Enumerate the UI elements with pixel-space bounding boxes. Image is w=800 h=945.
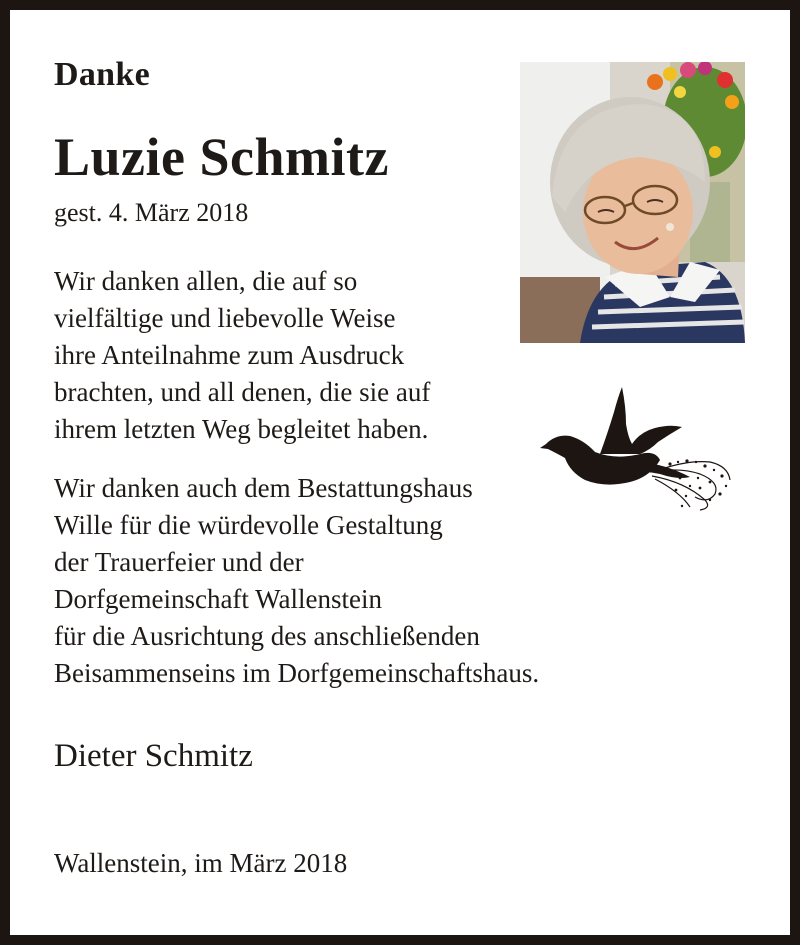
paragraph-line: brachten, und all denen, die sie auf xyxy=(54,377,431,407)
portrait-photo xyxy=(520,62,745,343)
paragraph-line: für die Ausrichtung des anschließenden xyxy=(54,621,480,651)
paragraph-line: Wille für die würdevolle Gestaltung xyxy=(54,510,443,540)
paragraph-line: der Trauerfeier und der xyxy=(54,547,304,577)
heading-thanks: Danke xyxy=(54,56,150,93)
paragraph-line: ihre Anteilnahme zum Ausdruck xyxy=(54,340,405,370)
bird-silhouette-icon xyxy=(540,382,735,517)
signer-name: Dieter Schmitz xyxy=(54,738,253,774)
paragraph-line: ihrem letzten Weg begleitet haben. xyxy=(54,414,429,444)
paragraph-line: Wir danken allen, die auf so xyxy=(54,266,358,296)
thanks-paragraph-2 xyxy=(54,470,539,692)
thanks-paragraph-1 xyxy=(54,263,430,448)
paragraph-line: Beisammenseins im Dorfgemeinschaftshaus. xyxy=(54,658,540,688)
deceased-name: Luzie Schmitz xyxy=(54,127,389,187)
place-date: Wallenstein, im März 2018 xyxy=(54,848,348,878)
paragraph-line: Dorfgemeinschaft Wallenstein xyxy=(54,584,382,614)
death-date: gest. 4. März 2018 xyxy=(54,198,249,227)
paragraph-line: Wir danken auch dem Bestattungshaus xyxy=(54,473,473,503)
paragraph-line: vielfältige und liebevolle Weise xyxy=(54,303,396,333)
